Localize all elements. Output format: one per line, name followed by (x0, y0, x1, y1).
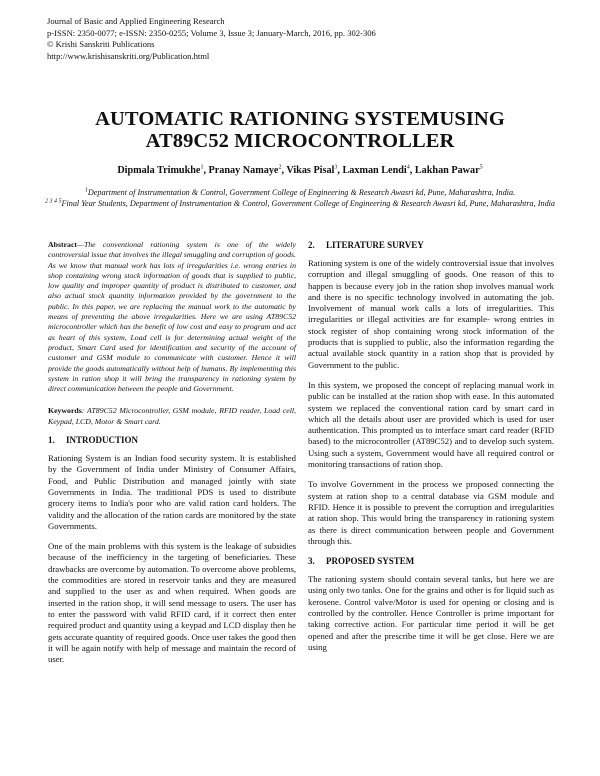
journal-name: Journal of Basic and Applied Engineering Research (47, 16, 225, 26)
section-number: 2. (308, 240, 315, 250)
affiliation-1 (40, 188, 560, 199)
affiliation-2 (40, 199, 560, 210)
affiliation-sup: 2 3 4 5 (44, 197, 62, 204)
paragraph: One of the main problems with this system is the leakage of subsidies because of the inefficiency in the targeting of beneficiaries. These drawbacks are overcome by automation. To overcome above problems, the commodities are stored in reservoir tanks and they are measured and supplied to the user as and when required. When goods are inserted in the ration shop, it will send message to users. The user has to enter the password with valid RFID card, if it correct then enter required product and quantity using a keypad and LCD display then he gets accurate quantity of required goods. Once user takes the good then it will be again notify with help of message and maintain the record of user. (48, 541, 296, 665)
paragraph: Rationing system is one of the widely controversial issue that involves corruption and illegal smuggling of goods. One reason of this to happen is because every job in the ration shop involves manual work and there is no specific technology involved in automating the job. Involvement of manual work calls a lots of irregularities. This irregularities or illegal activities are for example- wrong entries in stock register of shop containing wrong stock information of the products that is supplied to public, also the information regarding the actual available stock quantity in a ration shop that is provided by Government to the public. (308, 258, 554, 370)
author-sup: 2 (278, 164, 282, 171)
section-heading-literature-survey (308, 240, 554, 250)
section-title: INTRODUCTION (66, 435, 139, 446)
abstract-text: —The conventional rationing system is one of the widely controversial issue that involves the illegal smuggling and corruption of goods. As we know that manual work has lots of irregularities i.e. wrong entries in shop containing wrong stock information of goods that is supplied to public, low quality and improper quantity of product is distributed to customer, and also actual stock quantity information provided by the government to the public. In this paper, we are replacing the manual work to the automatic by means of preventing the above irregularities. Here we are using AT89C52 microcontroller which has the benefit of low cost and easy to program and act as heart of this system, Load cell is for determining actual weight of the product, Smart Card used for identification and security of the account of customer and GSM module to communicate with customer. Hence it will provide the goods automatically without help of humans. By implementing this system in ration shop it will bring the transparency in rationing system by direct communication between the people and Government. (48, 240, 296, 394)
abstract (48, 240, 296, 394)
keywords-text: : AT89C52 Microcontroller, GSM module, RFID reader, Load cell, Keypad, LCD, Motor & Smart card. (48, 406, 296, 426)
author-name: Laxman Lendi (342, 165, 407, 176)
section-heading-proposed-system (308, 556, 554, 566)
affiliation-sup: 1 (84, 187, 88, 194)
author-name: Dipmala Trimukhe (117, 165, 201, 176)
author-sup: 4 (406, 164, 410, 171)
paper-title (40, 108, 560, 152)
keywords-label: Keywords (48, 406, 82, 416)
title-line-2: AT89C52 MICROCONTROLLER (145, 130, 455, 152)
author-list: Dipmala Trimukhe$^1$, Pranay Namaye$^2$, Vikas Pisal$^3$, Laxman Lendi$^4$, Lakhan Pawar$^5$ (117, 164, 483, 176)
author-name: Vikas Pisal (286, 165, 335, 176)
journal-header (47, 16, 467, 62)
section-heading-introduction (48, 435, 296, 445)
section-title: LITERATURE SURVEY (326, 240, 424, 250)
author-name: Lakhan Pawar (414, 165, 480, 176)
section-number: 1. (48, 435, 55, 446)
author-sup: 3 (334, 164, 338, 171)
affiliation-text: Department of Instrumentation & Control, Government College of Engineering & Research Awasri kd, Pune, Maharashtra, India. (87, 188, 516, 197)
journal-copyright: © Krishi Sanskriti Publications (47, 39, 155, 50)
keywords (48, 406, 296, 427)
paragraph: To involve Government in the process we proposed connecting the system at ration shop to a central database via GSM module and RFID. Hence it is possible to prevent the corruption and irregularities at ration shop. This would bring the transparency in rationing system as there is direct communication between people and Government through this. (308, 479, 554, 546)
author-sup: 1 (200, 164, 204, 171)
journal-url[interactable]: http://www.krishisanskriti.org/Publication.html (47, 50, 210, 61)
abstract-label: Abstract (48, 240, 78, 249)
section-title: PROPOSED SYSTEM (326, 556, 415, 567)
author-sup: 5 (479, 164, 483, 171)
title-line-1: AUTOMATIC RATIONING SYSTEMUSING (95, 108, 505, 130)
left-column (48, 240, 296, 674)
section-number: 3. (308, 556, 315, 567)
affiliation-text: Final Year Students, Department of Instrumentation & Control, Government College of Engineering & Research Awasri kd, Pune, Maharashtra, India (61, 198, 556, 208)
affiliations (40, 188, 560, 209)
paragraph: Rationing System is an Indian food security system. It is established by the Government of India under Ministry of Consumer Affairs, Food, and Public Distribution and managed jointly with state Governments in India. The traditional PDS is used to distribute grocery items to India's poor who are valid ration card holders. The validity and the allocation of the ration cards are monitored by the state Governments. (48, 453, 296, 531)
journal-issn: p-ISSN: 2350-0077; e-ISSN: 2350-0255; Volume 3, Issue 3; January-March, 2016, pp. 302-306 (47, 27, 376, 38)
paragraph: In this system, we proposed the concept of replacing manual work in public can be installed at the ration shop with ease. In this automated system we replaced the conventional ration card by smart card in which all the details about user are provided which is used for user authentication. This prompted us to interface smart card reader (RFID based) to the microcontroller (AT89C52) and to develop such system. Using such a system, Government would have all required control or monitoring transactions of ration shop. (308, 379, 554, 470)
right-column (308, 240, 554, 662)
author-name: Pranay Namaye (208, 165, 279, 176)
paragraph: The rationing system should contain several tanks, but here we are using only two tanks. One for the grains and other is for liquid such as kerosene. Control valve/Motor is used for opening or closing and is controlled by the controller. Hence Controller is prime important for taking corrective action. For particular time period it will be get opened and after the prescribe time it will be get close. Here we are using (308, 574, 554, 652)
